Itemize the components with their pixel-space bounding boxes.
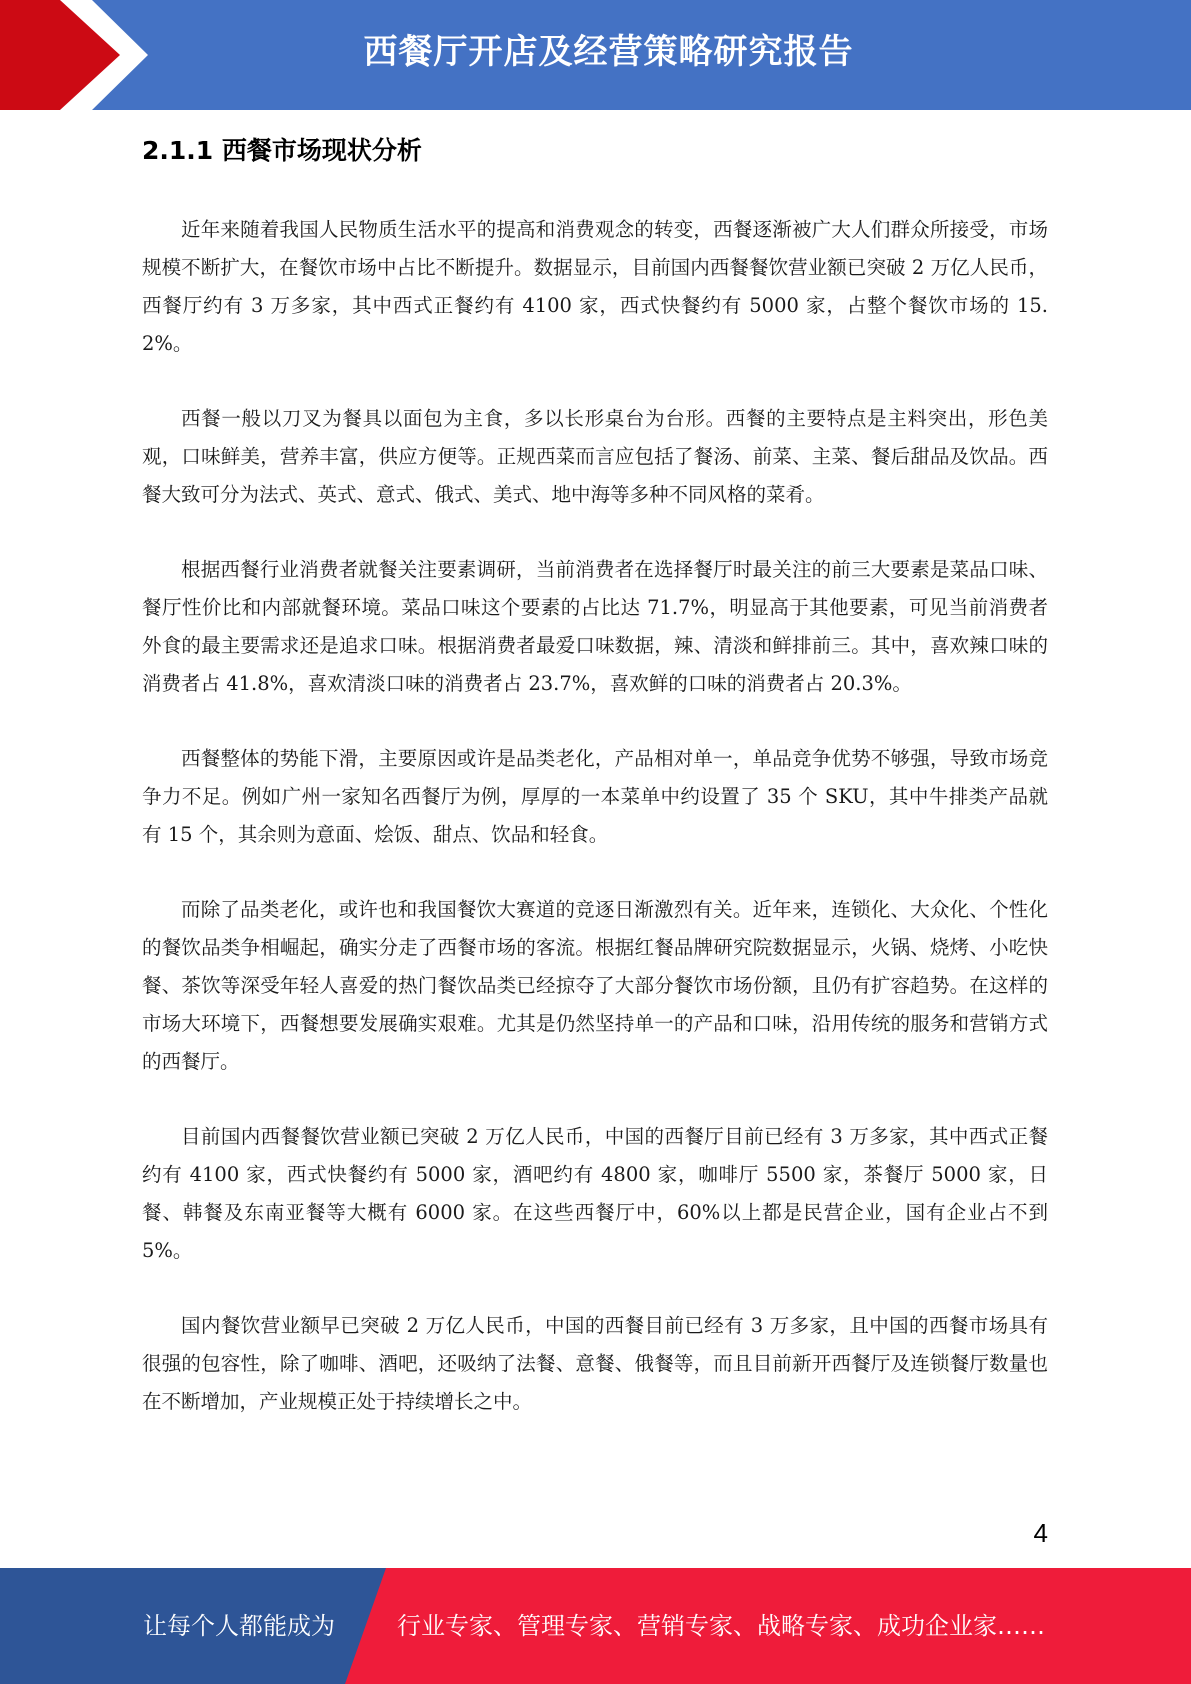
body-text <box>142 211 1048 1458</box>
paragraph: 西餐一般以刀叉为餐具以面包为主食，多以长形桌台为台形。西餐的主要特点是主料突出，形色美观，口味鲜美，营养丰富，供应方便等。正规西菜而言应包括了餐汤、前菜、主菜、餐后甜品及饮品。西餐大致可分为法式、英式、意式、俄式、美式、地中海等多种不同风格的菜肴。 <box>142 407 1048 506</box>
report-title: 西餐厅开店及经营策略研究报告 <box>363 32 854 72</box>
paragraph: 根据西餐行业消费者就餐关注要素调研，当前消费者在选择餐厅时最关注的前三大要素是菜品口味、餐厅性价比和内部就餐环境。菜品口味这个要素的占比达 71.7%，明显高于其他要素，可见当前消费者外食的最主要需求还是追求口味。根据消费者最爱口味数据，辣、清淡和鲜排前三。其中，喜欢辣口味的消费者占 41.8%，喜欢清淡口味的消费者占 23.7%，喜欢鲜的口味的消费者占 20.3%。 <box>142 558 1048 695</box>
footer-slogan-right: 行业专家、管理专家、营销专家、战略专家、成功企业家…… <box>397 1612 1045 1640</box>
paragraph: 西餐整体的势能下滑，主要原因或许是品类老化，产品相对单一，单品竞争优势不够强，导致市场竞争力不足。例如广州一家知名西餐厅为例，厚厚的一本菜单中约设置了 35 个 SKU，其中牛排类产品就有 15 个，其余则为意面、烩饭、甜点、饮品和轻食。 <box>142 747 1048 846</box>
paragraph: 近年来随着我国人民物质生活水平的提高和消费观念的转变，西餐逐渐被广大人们群众所接受，市场规模不断扩大，在餐饮市场中占比不断提升。数据显示，目前国内西餐餐饮营业额已突破 2 万亿人民币，西餐厅约有 3 万多家，其中西式正餐约有 4100 家，西式快餐约有 5000 家，占整个餐饮市场的 15.2%。 <box>142 218 1048 355</box>
paragraph: 目前国内西餐餐饮营业额已突破 2 万亿人民币，中国的西餐厅目前已经有 3 万多家，其中西式正餐约有 4100 家，西式快餐约有 5000 家，酒吧约有 4800 家，咖啡厅 5500 家，茶餐厅 5000 家，日餐、韩餐及东南亚餐等大概有 6000 家。在这些西餐厅中，60%以上都是民营企业，国有企业占不到 5%。 <box>142 1125 1048 1262</box>
paragraph: 而除了品类老化，或许也和我国餐饮大赛道的竞逐日渐激烈有关。近年来，连锁化、大众化、个性化的餐饮品类争相崛起，确实分走了西餐市场的客流。根据红餐品牌研究院数据显示，火锅、烧烤、小吃快餐、茶饮等深受年轻人喜爱的热门餐饮品类已经掠夺了大部分餐饮市场份额，且仍有扩容趋势。在这样的市场大环境下，西餐想要发展确实艰难。尤其是仍然坚持单一的产品和口味，沿用传统的服务和营销方式的西餐厅。 <box>142 898 1048 1073</box>
section-heading: 2.1.1 西餐市场现状分析 <box>142 136 422 165</box>
page-number: 4 <box>1033 1518 1048 1548</box>
footer-slogan-left: 让每个人都能成为 <box>143 1612 335 1640</box>
header-banner <box>0 0 1191 110</box>
paragraph: 国内餐饮营业额早已突破 2 万亿人民币，中国的西餐目前已经有 3 万多家，且中国的西餐市场具有很强的包容性，除了咖啡、酒吧，还吸纳了法餐、意餐、俄餐等，而且目前新开西餐厅及连锁餐厅数量也在不断增加，产业规模正处于持续增长之中。 <box>142 1314 1048 1413</box>
footer-banner <box>0 1568 1191 1684</box>
